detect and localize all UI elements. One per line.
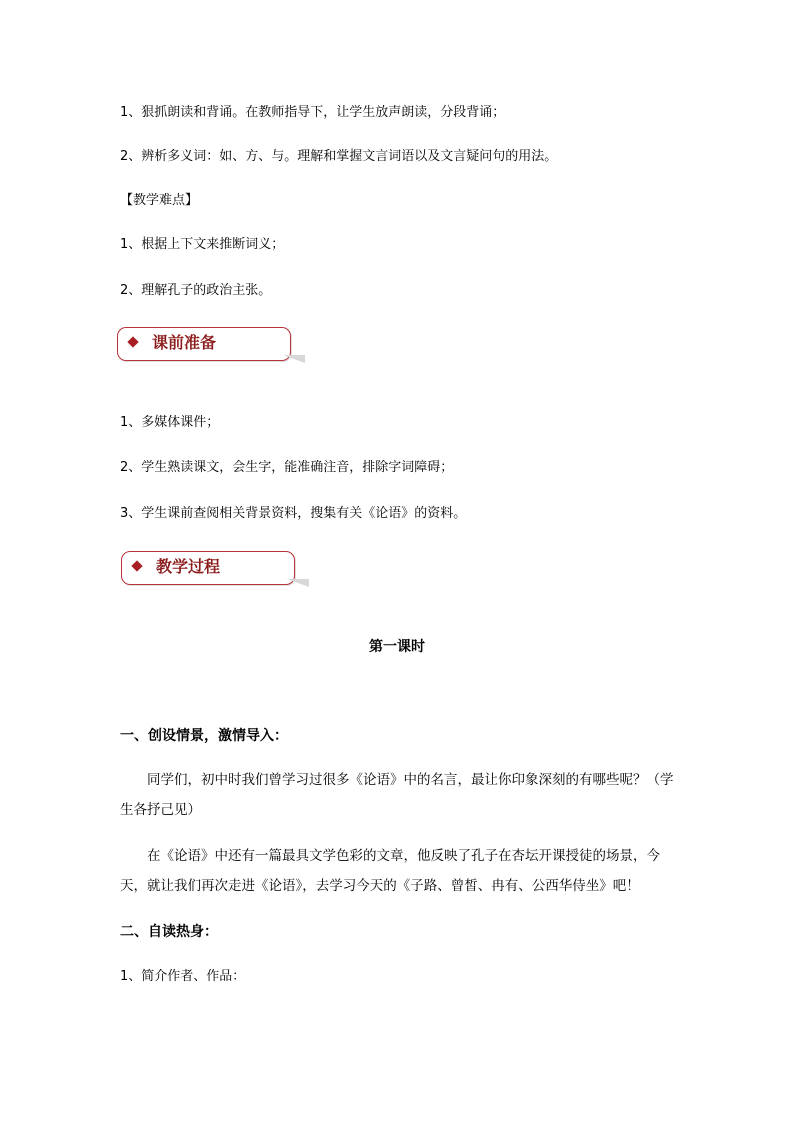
- preparation-banner: [117, 327, 349, 361]
- difficulty-item-2: 2、理解孔子的政治主张。: [120, 283, 272, 298]
- difficulties-heading: 【教学难点】: [120, 193, 199, 208]
- banner-shadow-tail: [283, 355, 305, 363]
- section-2-heading: 二、自读热身：: [120, 924, 218, 940]
- banner-shadow-tail: [287, 579, 309, 587]
- lesson-title: 第一课时: [369, 639, 425, 655]
- section-1-heading: 一、创设情景，激情导入：: [120, 728, 288, 744]
- preparation-item-2: 2、学生熟读课文，会生字，能准确注音，排除字词障碍；: [120, 460, 454, 475]
- preparation-item-3: 3、学生课前查阅相关背景资料，搜集有关《论语》的资料。: [120, 506, 467, 521]
- process-banner: [121, 551, 353, 585]
- section-1-paragraph-2: 在《论语》中还有一篇最具文学色彩的文章，他反映了孔子在杏坛开课授徒的场景，今天，就让我们再次走进《论语》，去学习今天的《子路、曾皙、冉有、公西华侍坐》吧！: [120, 848, 660, 894]
- banner-label: 教学过程: [156, 557, 221, 576]
- preparation-item-1: 1、多媒体课件；: [120, 415, 220, 430]
- goal-item-1: 1、狠抓朗读和背诵。在教师指导下，让学生放声朗读，分段背诵；: [120, 105, 506, 120]
- difficulty-item-1: 1、根据上下文来推断词义；: [120, 237, 285, 252]
- section-1-paragraph-1: 同学们，初中时我们曾学习过很多《论语》中的名言，最让你印象深刻的有哪些呢？（学生各抒己见）: [120, 772, 674, 818]
- section-2-item-1: 1、简介作者、作品：: [120, 969, 246, 984]
- banner-label: 课前准备: [152, 333, 217, 352]
- goal-item-2: 2、辨析多义词：如、方、与。理解和掌握文言词语以及文言疑问句的用法。: [120, 149, 558, 164]
